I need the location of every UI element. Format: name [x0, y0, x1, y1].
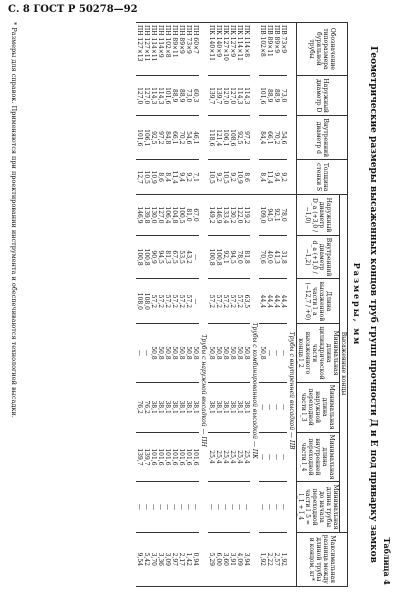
- table-cell: 139,8: [143, 195, 150, 236]
- table-cell: 81,0: [185, 195, 192, 236]
- section-spacer: [287, 23, 297, 195]
- table-cell: 50,8: [243, 324, 250, 382]
- table-cell: 106,4: [164, 195, 171, 236]
- table-cell: 108,0: [143, 279, 150, 324]
- table-cell: —: [143, 324, 150, 382]
- table-cell: 100,8: [136, 235, 143, 279]
- table-cell: 11,4: [266, 160, 273, 195]
- table-cell: 92,1: [273, 195, 280, 236]
- table-cell: 38,1: [215, 382, 222, 432]
- table-cell: 3,91: [229, 532, 236, 586]
- table-cell: 38,1: [192, 382, 199, 432]
- row-designation: ПВ 89×11: [266, 23, 273, 76]
- table-cell: 81,3: [164, 235, 171, 279]
- col-up-len: Длина высаженной части l_a (−12,7 / +0): [297, 279, 340, 324]
- table-cell: 25,4: [236, 432, 243, 482]
- table-cell: 100,8: [215, 235, 222, 279]
- table-cell: 100,5: [178, 195, 185, 236]
- table-cell: 50,8: [178, 324, 185, 382]
- table-cell: 50,8: [236, 324, 243, 382]
- table-row: [273, 23, 280, 587]
- table-cell: 70,2: [178, 116, 185, 160]
- table-cell: 40,0: [266, 235, 273, 279]
- table-cell: 53,5: [178, 235, 185, 279]
- row-designation: ПН 114×9: [157, 23, 164, 76]
- table-row: [229, 23, 236, 587]
- row-designation: ПН 127×11: [143, 23, 150, 76]
- row-designation: ПН 73×9: [185, 23, 192, 76]
- table-cell: 101,6: [192, 432, 199, 482]
- table-cell: 38,1: [164, 382, 171, 432]
- table-cell: 3,36: [157, 532, 164, 586]
- table-cell: 50,8: [157, 324, 164, 382]
- table-cell: 84,4: [259, 116, 266, 160]
- table-cell: —: [266, 432, 273, 482]
- table-cell: —: [185, 482, 192, 532]
- table-cell: 94,5: [266, 195, 273, 236]
- table-cell: 9,4: [273, 160, 280, 195]
- row-designation: ПН 102×8: [164, 23, 171, 76]
- table-cell: —: [222, 482, 229, 532]
- col-up-inner: Внутренний диаметр d_a (+1,0 / −1,2): [297, 235, 340, 279]
- table-cell: —: [280, 382, 287, 432]
- table-cell: 38,1: [157, 382, 164, 432]
- section-spacer: [199, 23, 208, 195]
- table-cell: —: [171, 482, 178, 532]
- table-cell: 43,2: [185, 235, 192, 279]
- table-cell: 38,1: [222, 382, 229, 432]
- table-cell: 101,6: [178, 432, 185, 482]
- table-cell: 139,7: [208, 75, 215, 116]
- table-cell: 97,2: [157, 116, 164, 160]
- table-row: [136, 23, 143, 587]
- table-cell: —: [178, 482, 185, 532]
- col-min-trans-int: Минимальная длина внутренней переходной части l_4: [297, 432, 340, 482]
- table-cell: 149,2: [208, 195, 215, 236]
- table-cell: 6,00: [215, 532, 222, 586]
- table-cell: 130,0: [150, 195, 157, 236]
- table-cell: 94,5: [157, 235, 164, 279]
- table-cell: 50,8: [215, 324, 222, 382]
- table-cell: 25,4: [222, 432, 229, 482]
- table-cell: —: [259, 482, 266, 532]
- table-cell: 50,8: [185, 324, 192, 382]
- table-cell: 9,4: [178, 160, 185, 195]
- table-cell: 10,5: [208, 160, 215, 195]
- table-cell: 1,92: [280, 532, 287, 586]
- table-cell: —: [192, 279, 199, 324]
- table-cell: 109,0: [259, 195, 266, 236]
- table-area: [10, 22, 392, 587]
- table-row: [178, 23, 185, 587]
- table-cell: 70,2: [273, 116, 280, 160]
- table-cell: 90,9: [150, 235, 157, 279]
- col-inner-d: Внутренний диаметр d: [297, 116, 348, 160]
- row-designation: ПК 127×10: [222, 23, 229, 76]
- table-cell: —: [229, 482, 236, 532]
- table-cell: 101,6: [171, 432, 178, 482]
- table-cell: 9,2: [185, 160, 192, 195]
- table-cell: 2,97: [171, 532, 178, 586]
- table-cell: 38,1: [171, 382, 178, 432]
- table-cell: —: [266, 382, 273, 432]
- table-cell: 76,2: [136, 382, 143, 432]
- table-cell: 63,5: [243, 279, 250, 324]
- table-cell: 66,1: [266, 116, 273, 160]
- table-cell: 114,3: [157, 75, 164, 116]
- table-label: Таблица 4: [382, 537, 392, 585]
- table-cell: 44,4: [273, 279, 280, 324]
- table-cell: —: [143, 482, 150, 532]
- table-cell: 121,4: [215, 116, 222, 160]
- row-designation: ПК 140×9: [215, 23, 222, 76]
- table-cell: 38,1: [208, 382, 215, 432]
- table-title: Геометрические размеры высаженных концов труб групп прочности Д и Е под приварку замков: [368, 46, 378, 563]
- table-cell: 130,2: [229, 195, 236, 236]
- row-designation: ПК 140×11: [208, 23, 215, 76]
- table-cell: 101,6: [164, 432, 171, 482]
- section-title: Трубы с комбинированной высадкой — ПК: [250, 195, 259, 587]
- table-cell: 5,29: [208, 532, 215, 586]
- table-cell: —: [150, 482, 157, 532]
- table-cell: 114,3: [236, 75, 243, 116]
- table-cell: —: [236, 482, 243, 532]
- table-cell: 50,8: [171, 324, 178, 382]
- table-cell: 106,1: [143, 116, 150, 160]
- table-row: [243, 23, 250, 587]
- table-cell: —: [280, 432, 287, 482]
- table-cell: 10,5: [143, 160, 150, 195]
- table-cell: 50,8: [150, 324, 157, 382]
- table-cell: —: [136, 324, 143, 382]
- table-cell: 104,8: [171, 195, 178, 236]
- page-header: С. 8 ГОСТ Р 50278—92: [8, 4, 138, 15]
- table-cell: —: [192, 482, 199, 532]
- row-designation: ПН 114×11: [150, 23, 157, 76]
- table-cell: 5,42: [143, 532, 150, 586]
- col-min-cyl: Минимальная длина цилиндрической части высаженного конца l_2: [297, 324, 340, 382]
- table-cell: 2,57: [273, 532, 280, 586]
- table-cell: 8,4: [259, 160, 266, 195]
- table-cell: 101,6: [259, 75, 266, 116]
- row-designation: ПН 127×13: [136, 23, 143, 76]
- table-cell: 114,3: [150, 75, 157, 116]
- table-subtitle: Размеры, мм: [352, 262, 362, 347]
- table-cell: 101,6: [136, 116, 143, 160]
- table-cell: 78,0: [280, 195, 287, 236]
- table-cell: 92,5: [150, 116, 157, 160]
- table-cell: 101,6: [164, 75, 171, 116]
- col-upset-ends: Высаженные концы: [340, 195, 348, 532]
- table-cell: 1,42: [185, 532, 192, 586]
- table-cell: —: [192, 235, 199, 279]
- section-header: [287, 23, 297, 587]
- table-cell: 25,4: [208, 432, 215, 482]
- table-cell: —: [259, 432, 266, 482]
- table-cell: —: [273, 482, 280, 532]
- table-cell: 50,8: [164, 324, 171, 382]
- footnote: * Размеры для справок. Применяются при проектировании инструмента и обеспечиваются технологией высадки.: [10, 22, 18, 418]
- table-cell: 127,0: [222, 75, 229, 116]
- table-cell: 44,4: [280, 279, 287, 324]
- col-up-outer: Наружный диаметр D_a (+3,0 / −1,0): [297, 195, 340, 236]
- table-cell: —: [273, 324, 280, 382]
- table-row: [266, 23, 273, 587]
- row-designation: ПК 114×11: [236, 23, 243, 76]
- table-cell: 38,1: [236, 382, 243, 432]
- col-outer-d: Наружный диаметр D: [297, 75, 348, 116]
- table-cell: —: [266, 324, 273, 382]
- table-cell: 139,7: [215, 75, 222, 116]
- section-title: Трубы с наружной высадкой — ПН: [199, 195, 208, 587]
- table-cell: 11,4: [171, 160, 178, 195]
- table-cell: —: [157, 482, 164, 532]
- table-cell: 38,1: [150, 382, 157, 432]
- table-cell: 57,2: [222, 279, 229, 324]
- row-designation: ПК 114×8: [243, 23, 250, 76]
- col-min-trans-ext: Минимальная длина наружной переходной части l_3: [297, 382, 340, 432]
- table-cell: 44,4: [259, 279, 266, 324]
- table-cell: 10,9: [150, 160, 157, 195]
- table-cell: —: [266, 482, 273, 532]
- table-cell: 10,5: [222, 160, 229, 195]
- table-cell: 50,8: [229, 324, 236, 382]
- table-cell: 8,6: [157, 160, 164, 195]
- table-cell: 3,94: [243, 532, 250, 586]
- row-designation: ПН 60×7: [192, 23, 199, 76]
- table-cell: 94,5: [229, 235, 236, 279]
- table-cell: 57,2: [157, 279, 164, 324]
- table-cell: 8,4: [164, 160, 171, 195]
- table-cell: 38,1: [243, 382, 250, 432]
- table-cell: 92,1: [222, 235, 229, 279]
- table-row: [215, 23, 222, 587]
- table-cell: 7,1: [192, 160, 199, 195]
- table-cell: 25,4: [229, 432, 236, 482]
- table-body: [136, 23, 297, 587]
- table-cell: 122,0: [236, 195, 243, 236]
- table-cell: 66,1: [171, 116, 178, 160]
- col-min-total: Минимальная длина трубы до начала переходной части l_5 = l_1 + l_4: [297, 482, 340, 532]
- table-cell: 108,6: [229, 116, 236, 160]
- table-cell: 57,2: [208, 279, 215, 324]
- table-cell: —: [243, 482, 250, 532]
- table-cell: 73,0: [185, 75, 192, 116]
- table-cell: 9,2: [215, 160, 222, 195]
- table-cell: 127,0: [143, 75, 150, 116]
- table-cell: 133,4: [222, 195, 229, 236]
- table-cell: 88,9: [266, 75, 273, 116]
- table-cell: 9,2: [229, 160, 236, 195]
- table-cell: 108,0: [136, 279, 143, 324]
- table-cell: 38,1: [185, 382, 192, 432]
- table-cell: 46,1: [192, 116, 199, 160]
- table-cell: 78,0: [236, 235, 243, 279]
- table-cell: 1,92: [259, 532, 266, 586]
- table-cell: 9,54: [136, 532, 143, 586]
- table-cell: 4,09: [236, 532, 243, 586]
- table-cell: 25,4: [243, 432, 250, 482]
- table-cell: 76,2: [143, 382, 150, 432]
- table-cell: 100,8: [143, 235, 150, 279]
- table-cell: 119,2: [243, 195, 250, 236]
- table-cell: 70,6: [259, 235, 266, 279]
- row-designation: ПВ 102×8: [259, 23, 266, 76]
- table-cell: 127,0: [229, 75, 236, 116]
- table-cell: 2,22: [266, 532, 273, 586]
- table-cell: 139,7: [136, 432, 143, 482]
- table-cell: 44,4: [266, 279, 273, 324]
- table-cell: 114,3: [243, 75, 250, 116]
- table-cell: 57,2: [229, 279, 236, 324]
- table-cell: 88,9: [171, 75, 178, 116]
- dimensions-table: [136, 22, 348, 587]
- col-max-trans: Максимальная разница между длиной трубы и концом, кг*: [297, 532, 348, 586]
- section-header: [199, 23, 208, 587]
- table-cell: 41,3: [273, 235, 280, 279]
- row-designation: ПВ 89×9: [273, 23, 280, 76]
- table-cell: 54,6: [185, 116, 192, 160]
- table-cell: 8,6: [243, 160, 250, 195]
- table-cell: 57,2: [178, 279, 185, 324]
- table-cell: 10,9: [236, 160, 243, 195]
- table-cell: 3,60: [222, 532, 229, 586]
- table-cell: —: [208, 482, 215, 532]
- table-cell: —: [280, 482, 287, 532]
- table-cell: 50,8: [192, 324, 199, 382]
- table-row: [185, 23, 192, 587]
- table-cell: 67,0: [192, 195, 199, 236]
- table-cell: 57,2: [236, 279, 243, 324]
- table-cell: 0,94: [192, 532, 199, 586]
- table-cell: 101,6: [157, 432, 164, 482]
- section-spacer: [250, 23, 259, 195]
- col-designation: Обозначение типоразмера бурильной трубы: [297, 23, 348, 76]
- table-row: [222, 23, 229, 587]
- table-cell: 67,5: [171, 235, 178, 279]
- table-cell: —: [215, 482, 222, 532]
- table-cell: —: [280, 324, 287, 382]
- col-wall: Толщина стенки S: [297, 160, 348, 195]
- table-cell: 127,0: [136, 75, 143, 116]
- table-row: [171, 23, 178, 587]
- table-cell: 38,1: [178, 382, 185, 432]
- table-cell: —: [273, 432, 280, 482]
- table-cell: 3,70: [150, 532, 157, 586]
- section-title: Трубы с внутренней высадкой — ПВ: [287, 195, 297, 587]
- table-cell: —: [273, 382, 280, 432]
- table-cell: 101,6: [185, 432, 192, 482]
- table-cell: 127,0: [157, 195, 164, 236]
- table-cell: 100,8: [208, 235, 215, 279]
- table-cell: 57,2: [171, 279, 178, 324]
- table-row: [164, 23, 171, 587]
- table-cell: 57,2: [164, 279, 171, 324]
- table-cell: —: [164, 482, 171, 532]
- table-cell: 97,2: [243, 116, 250, 160]
- table-cell: —: [259, 382, 266, 432]
- table-cell: 2,17: [178, 532, 185, 586]
- table-cell: 146,9: [136, 195, 143, 236]
- table-cell: 38,1: [229, 382, 236, 432]
- table-cell: 25,4: [215, 432, 222, 482]
- table-cell: 50,8: [208, 324, 215, 382]
- table-row: [150, 23, 157, 587]
- table-row: [236, 23, 243, 587]
- table-cell: 81,8: [243, 235, 250, 279]
- table-cell: 106,1: [222, 116, 229, 160]
- table-cell: 50,8: [259, 324, 266, 382]
- table-cell: 54,6: [280, 116, 287, 160]
- table-cell: 12,7: [136, 160, 143, 195]
- table-cell: 88,9: [273, 75, 280, 116]
- table-cell: 84,8: [164, 116, 171, 160]
- table-cell: 57,2: [150, 279, 157, 324]
- table-row: [259, 23, 266, 587]
- row-designation: ПН 89×11: [171, 23, 178, 76]
- table-cell: 31,8: [280, 235, 287, 279]
- table-cell: 57,2: [185, 279, 192, 324]
- table-cell: —: [136, 482, 143, 532]
- table-row: [192, 23, 199, 587]
- section-header: [250, 23, 259, 587]
- table-cell: 139,7: [143, 432, 150, 482]
- table-cell: 50,8: [222, 324, 229, 382]
- table-row: [143, 23, 150, 587]
- table-cell: 57,2: [215, 279, 222, 324]
- table-cell: 118,6: [208, 116, 215, 160]
- row-designation: ПН 89×9: [178, 23, 185, 76]
- row-designation: ПК 127×9: [229, 23, 236, 76]
- table-cell: 88,9: [178, 75, 185, 116]
- table-cell: 3,09: [164, 532, 171, 586]
- table-cell: 60,3: [192, 75, 199, 116]
- row-designation: ПВ 73×9: [280, 23, 287, 76]
- table-row: [157, 23, 164, 587]
- table-cell: 101,6: [150, 432, 157, 482]
- table-cell: 146,9: [215, 195, 222, 236]
- table-row: [280, 23, 287, 587]
- table-cell: 9,2: [280, 160, 287, 195]
- table-row: [208, 23, 215, 587]
- table-cell: 92,5: [236, 116, 243, 160]
- table-cell: 73,0: [280, 75, 287, 116]
